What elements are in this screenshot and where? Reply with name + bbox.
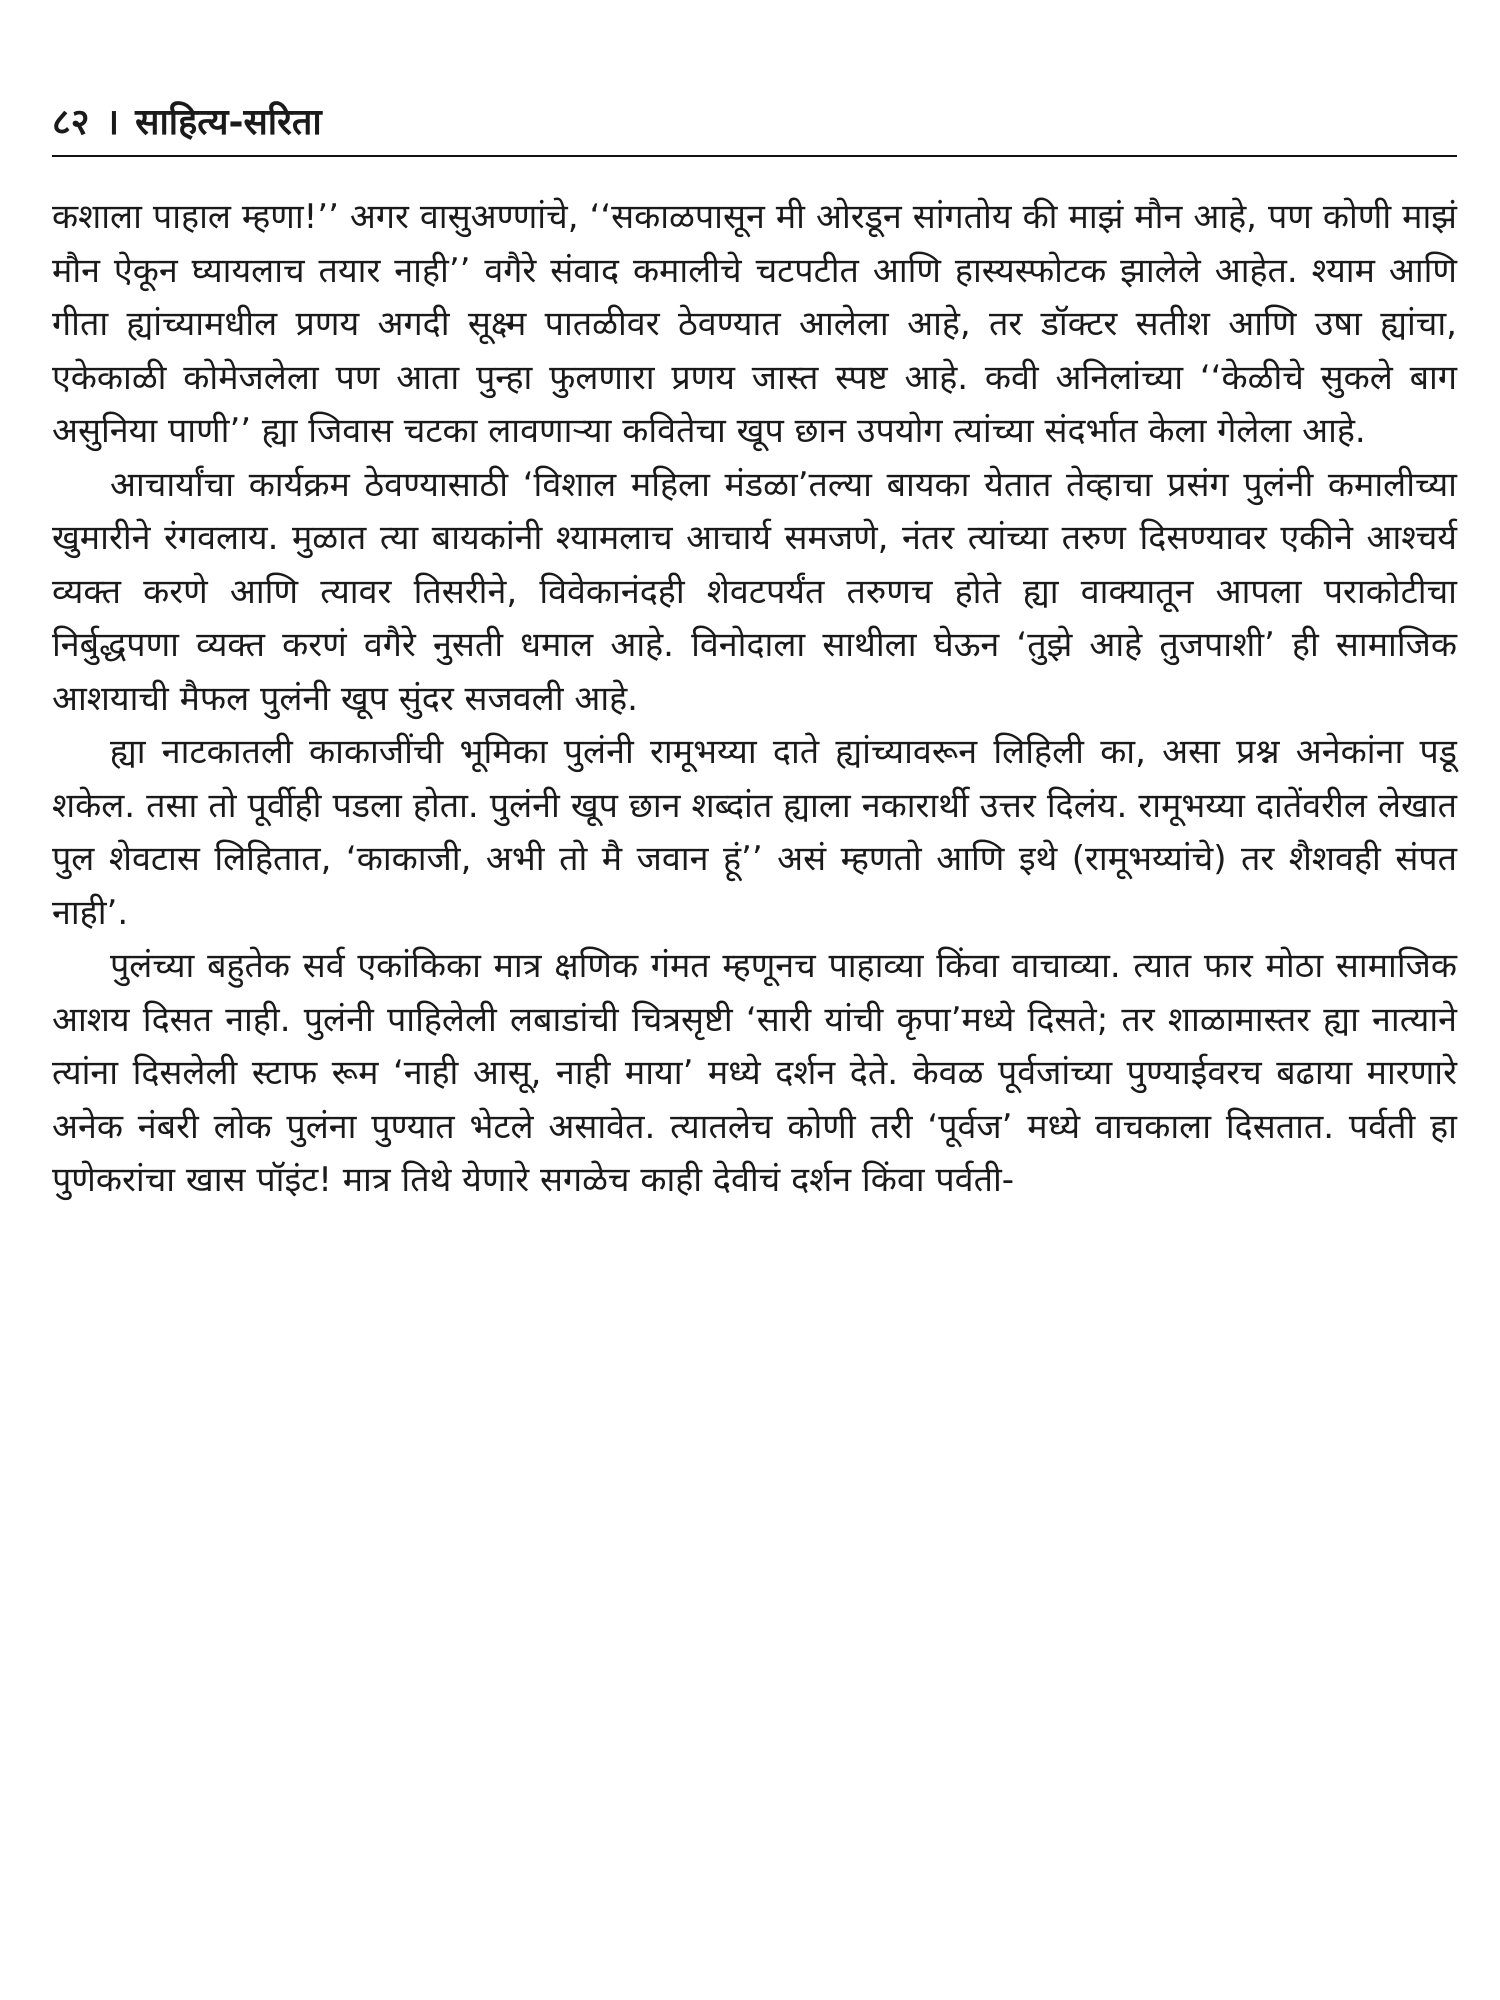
book-page xyxy=(52,96,1457,1208)
paragraph: ह्या नाटकातली काकाजींची भूमिका पुलंनी रामूभय्या दाते ह्यांच्यावरून लिहिली का, असा प्रश्न अनेकांना पडू शकेल. तसा तो पूर्वीही पडला होता. पुलंनी खूप छान शब्दांत ह्याला नकारार्थी उत्तर दिलंय. रामूभय्या दातेंवरील लेखात पुल शेवटास लिहितात, ‘काकाजी, अभी तो मै जवान हूं’’ असं म्हणतो आणि इथे (रामूभय्यांचे) तर शैशवही संपत नाही’. xyxy=(52,732,1457,933)
running-header xyxy=(52,96,1457,157)
header-separator: । xyxy=(105,102,120,143)
page-number: ८२ xyxy=(52,102,90,143)
paragraph: पुलंच्या बहुतेक सर्व एकांकिका मात्र क्षणिक गंमत म्हणूनच पाहाव्या किंवा वाचाव्या. त्यात फार मोठा सामाजिक आशय दिसत नाही. पुलंनी पाहिलेली लबाडांची चित्रसृष्टी ‘सारी यांची कृपा’मध्ये दिसते; तर शाळामास्तर ह्या नात्याने त्यांना दिसलेली स्टाफ रूम ‘नाही आसू, नाही माया’ मध्ये दर्शन देते. केवळ पूर्वजांच्या पुण्याईवरच बढाया मारणारे अनेक नंबरी लोक पुलंना पुण्यात भेटले असावेत. त्यातलेच कोणी तरी ‘पूर्वज’ मध्ये वाचकाला दिसतात. पर्वती हा पुणेकरांचा खास पॉइंट! मात्र तिथे येणारे सगळेच काही देवीचं दर्शन किंवा पर्वती- xyxy=(52,946,1457,1200)
paragraph: कशाला पाहाल म्हणा!’’ अगर वासुअण्णांचे, ‘‘सकाळपासून मी ओरडून सांगतोय की माझं मौन आहे, पण कोणी माझं मौन ऐकून घ्यायलाच तयार नाही’’ वगैरे संवाद कमालीचे चटपटीत आणि हास्यस्फोटक झालेले आहेत. श्याम आणि गीता ह्यांच्यामधील प्रणय अगदी सूक्ष्म पातळीवर ठेवण्यात आलेला आहे, तर डॉक्टर सतीश आणि उषा ह्यांचा, एकेकाळी कोमेजलेला पण आता पुन्हा फुलणारा प्रणय जास्त स्पष्ट आहे. कवी अनिलांच्या ‘‘केळीचे सुकले बाग असुनिया पाणी’’ ह्या जिवास चटका लावणाऱ्या कवितेचा खूप छान उपयोग त्यांच्या संदर्भात केला गेलेला आहे. xyxy=(52,197,1457,451)
book-title: साहित्य-सरिता xyxy=(135,102,322,143)
paragraph: आचार्यांचा कार्यक्रम ठेवण्यासाठी ‘विशाल महिला मंडळा’तल्या बायका येतात तेव्हाचा प्रसंग पुलंनी कमालीच्या खुमारीने रंगवलाय. मुळात त्या बायकांनी श्यामलाच आचार्य समजणे, नंतर त्यांच्या तरुण दिसण्यावर एकीने आश्चर्य व्यक्त करणे आणि त्यावर तिसरीने, विवेकानंदही शेवटपर्यंत तरुणच होते ह्या वाक्यातून आपला पराकोटीचा निर्बुद्धपणा व्यक्त करणं वगैरे नुसती धमाल आहे. विनोदाला साथीला घेऊन ‘तुझे आहे तुजपाशी’ ही सामाजिक आशयाची मैफल पुलंनी खूप सुंदर सजवली आहे. xyxy=(52,464,1457,719)
body-text xyxy=(52,191,1457,1208)
